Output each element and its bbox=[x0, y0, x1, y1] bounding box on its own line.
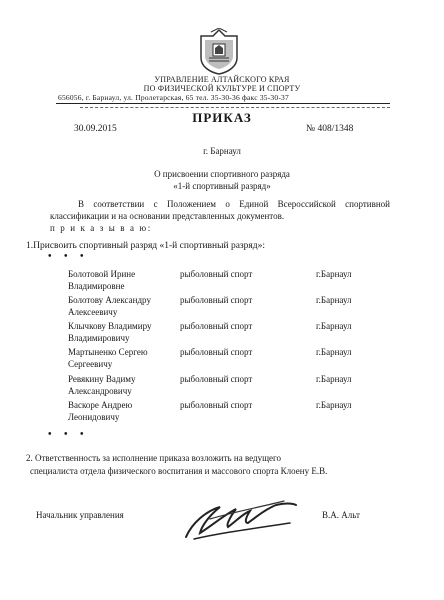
athlete-patronymic: Сергеевичу bbox=[68, 359, 113, 369]
athlete-city: г.Барнаул bbox=[316, 295, 352, 305]
athlete-name: Болотовой Ирине bbox=[68, 269, 136, 279]
athlete-name: Ревякину Вадиму bbox=[68, 374, 136, 384]
document-number: № 408/1348 bbox=[306, 124, 354, 134]
order-word: п р и к а з ы в а ю: bbox=[50, 223, 152, 233]
athlete-sport: рыболовный спорт bbox=[180, 269, 253, 279]
org-address: 656056, г. Барнаул, ул. Пролетарская, 65 тел. 35-30-36 факс 35-30-37 bbox=[58, 93, 289, 102]
athlete-city: г.Барнаул bbox=[316, 347, 352, 357]
athlete-name: Клычкову Владимиру bbox=[68, 321, 152, 331]
athlete-name: Васкоре Андрею bbox=[68, 400, 133, 410]
document-title: ПРИКАЗ bbox=[192, 110, 252, 125]
athlete-patronymic: Леонидовичу bbox=[68, 412, 120, 422]
subject-line1: О присвоении спортивного разряда bbox=[154, 169, 290, 179]
item-2-line2: специалиста отдела физического воспитания и массового спорта Клоену Е.В. bbox=[30, 466, 328, 476]
ellipsis-top: • • • bbox=[48, 251, 89, 262]
handwritten-signature bbox=[180, 493, 300, 543]
athlete-patronymic: Владимировне bbox=[68, 281, 125, 291]
athlete-city: г.Барнаул bbox=[316, 321, 352, 331]
athlete-sport: рыболовный спорт bbox=[180, 321, 253, 331]
item-2-line1: 2. Ответственность за исполнение приказа возложить на ведущего bbox=[26, 453, 282, 463]
athlete-city: г.Барнаул bbox=[316, 400, 352, 410]
signatory-name: В.А. Альт bbox=[322, 510, 360, 520]
athlete-patronymic: Алексеевичу bbox=[68, 307, 118, 317]
org-name-line2: ПО ФИЗИЧЕСКОЙ КУЛЬТУРЕ И СПОРТУ bbox=[143, 84, 301, 93]
preamble-text: В соответствии с Положением о Единой Всероссийской спортивной классификации и на основании представленных документов. bbox=[50, 199, 390, 221]
athlete-sport: рыболовный спорт bbox=[180, 374, 253, 384]
athlete-name: Мартыненко Сергею bbox=[68, 347, 148, 357]
athlete-sport: рыболовный спорт bbox=[180, 295, 253, 305]
athlete-city: г.Барнаул bbox=[316, 269, 352, 279]
athlete-sport: рыболовный спорт bbox=[180, 347, 253, 357]
athlete-city: г.Барнаул bbox=[316, 374, 352, 384]
athlete-patronymic: Александровичу bbox=[68, 386, 132, 396]
ellipsis-bottom: • • • bbox=[48, 429, 89, 440]
document-city: г. Барнаул bbox=[203, 146, 241, 156]
coat-of-arms-icon bbox=[195, 28, 243, 76]
item-1-text: 1.Присвоить спортивный разряд «1-й спортивный разряд»: bbox=[26, 241, 266, 251]
header-divider-secondary bbox=[80, 107, 390, 108]
header-divider bbox=[56, 103, 390, 104]
athlete-name: Болотову Александру bbox=[68, 295, 151, 305]
athlete-patronymic: Владимировичу bbox=[68, 333, 130, 343]
athlete-sport: рыболовный спорт bbox=[180, 400, 253, 410]
document-date: 30.09.2015 bbox=[74, 124, 117, 134]
org-name-line1: УПРАВЛЕНИЕ АЛТАЙСКОГО КРАЯ bbox=[154, 75, 290, 84]
subject-line2: «1-й спортивный разряд» bbox=[173, 181, 271, 191]
signatory-position: Начальник управления bbox=[36, 510, 124, 520]
